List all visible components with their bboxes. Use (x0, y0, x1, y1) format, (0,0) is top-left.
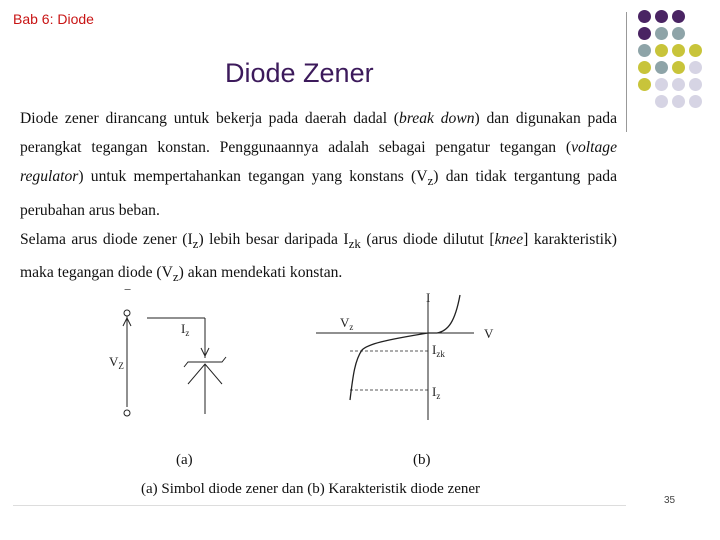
zener-figure (0, 280, 720, 510)
caption-b: (b) (413, 452, 431, 468)
zener-characteristic (316, 295, 474, 420)
decor-dot-grid (638, 10, 720, 120)
decor-dot (638, 27, 651, 40)
decor-dot (638, 10, 651, 23)
p1-text-a: Diode zener dirancang untuk bekerja pada daerah dadal ( (20, 110, 400, 127)
p2-sub-z2: z (172, 269, 179, 285)
p2-term-knee: knee (494, 230, 524, 248)
p1-term-breakdown: break down (399, 110, 475, 127)
decor-dot (655, 27, 668, 40)
zener-symbol (123, 310, 226, 416)
minus-sign: − (124, 282, 132, 297)
vz-curve-label: $V_z$ (340, 315, 354, 332)
decor-dot (689, 44, 702, 57)
decor-divider (626, 12, 627, 132)
decor-dot (672, 78, 685, 91)
p1-term-regulator: voltage regulator (20, 139, 617, 186)
p2-sub-zk: zk (348, 236, 361, 252)
p2-text-a: Selama arus diode zener (I (20, 230, 193, 248)
decor-dot (638, 61, 651, 74)
p1-text-c: ) dan digunakan pada perangkat tegangan konstan. Penggunaannya adalah sebagai pengatur tegangan ( (20, 110, 617, 157)
decor-dot (655, 44, 668, 57)
axis-v-label: V (484, 326, 494, 341)
iv-curve (350, 295, 460, 400)
decor-dot (689, 61, 702, 74)
decor-dot (655, 10, 668, 23)
decor-dot (672, 27, 685, 40)
vz-label: $V_Z$ (109, 354, 124, 371)
figure-caption: (a) Simbol diode zener dan (b) Karakteristik diode zener (141, 481, 481, 497)
page-number: 35 (664, 495, 676, 506)
decor-dot (689, 95, 702, 108)
p2-sub-z: z (192, 236, 199, 252)
chapter-header: Bab 6: Diode (13, 11, 94, 27)
p1-sub-z: z (427, 173, 434, 189)
paragraph-1 (20, 104, 617, 225)
p2-text-e: ] karakteristik) maka tegangan diode (V (20, 230, 617, 282)
decor-dot (655, 78, 668, 91)
decor-dot (672, 95, 685, 108)
body-text (20, 104, 617, 292)
slide-title: Diode Zener (225, 58, 374, 88)
p2-text-b: ) lebih besar daripada I (198, 230, 349, 248)
p2-text-c: (arus diode dilutut [ (360, 230, 495, 248)
terminal-top (124, 310, 130, 316)
decor-dot (672, 61, 685, 74)
izk-label: $I_{zk}$ (432, 342, 445, 359)
p1-text-f: ) dan tidak tergantung pada perubahan arus beban. (20, 168, 617, 219)
decor-dot (638, 78, 651, 91)
iz-curve-label: $I_z$ (432, 384, 441, 401)
iz-label: $I_z$ (181, 321, 190, 338)
footer-divider (13, 505, 626, 506)
p2-text-f: ) akan mendekati konstan. (178, 264, 343, 282)
terminal-bottom (124, 410, 130, 416)
decor-dot (672, 44, 685, 57)
caption-a: (a) (176, 452, 193, 468)
p1-text-e: ) untuk mempertahankan tegangan yang konstans (V (78, 168, 428, 186)
decor-dot (655, 61, 668, 74)
decor-dot (672, 10, 685, 23)
decor-dot (638, 44, 651, 57)
decor-dot (655, 95, 668, 108)
decor-dot (689, 78, 702, 91)
axis-i-label: I (426, 290, 431, 305)
